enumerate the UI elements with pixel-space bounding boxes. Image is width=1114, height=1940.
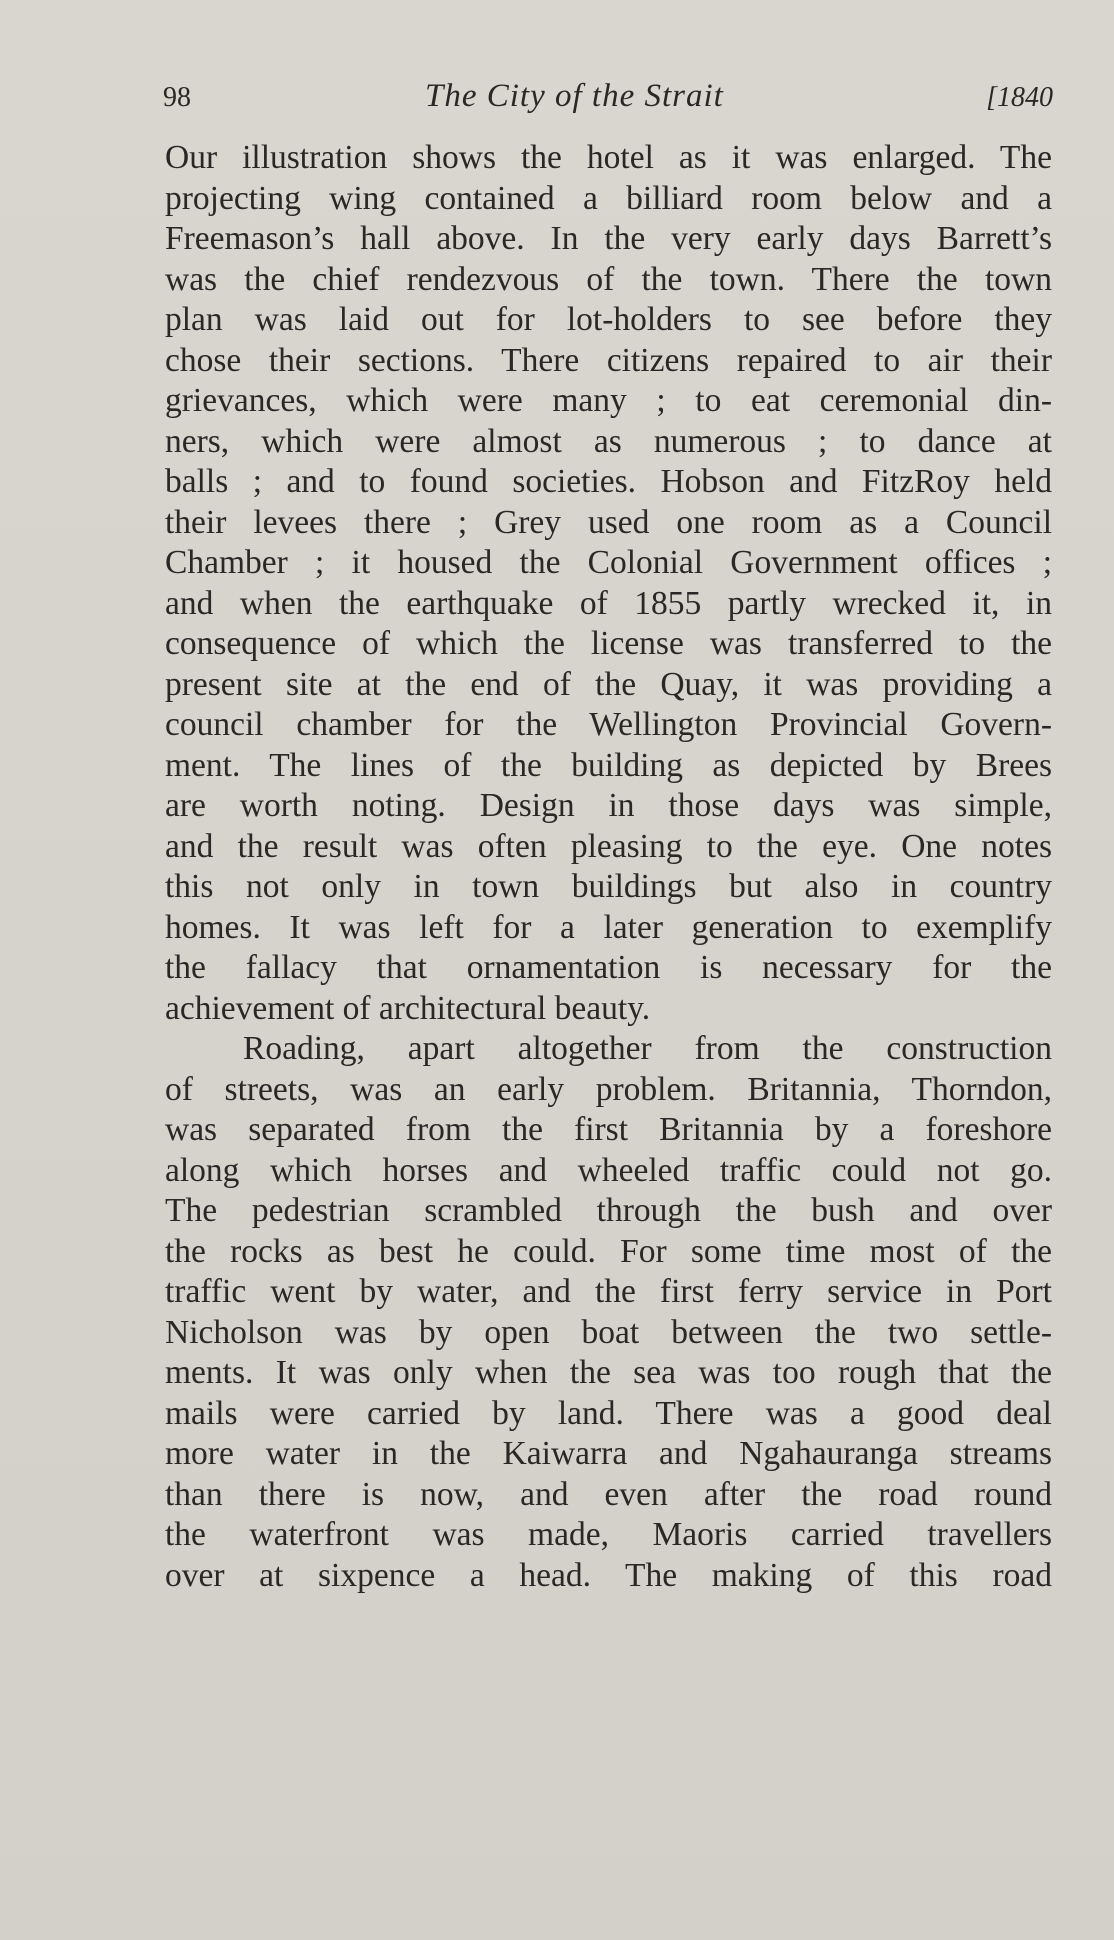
text-line: achievement of architectural beauty. (165, 989, 651, 1027)
text-line: over at sixpence a head. The making of this road (165, 1556, 1052, 1594)
text-line: Nicholson was by open boat between the two settle- (165, 1313, 1052, 1351)
text-line: Chamber ; it housed the Colonial Government offices ; (165, 544, 1052, 581)
text-line: balls ; and to found societies. Hobson and FitzRoy held (165, 463, 1052, 500)
book-title: The City of the Strait (425, 78, 724, 114)
text-line: was separated from the first Britannia by a foreshore (165, 1111, 1052, 1148)
text-line: ners, which were almost as numerous ; to dance at (165, 422, 1052, 460)
text-line: their levees there ; Grey used one room as a Council (165, 503, 1052, 541)
running-head (163, 78, 1053, 118)
text-line: plan was laid out for lot-holders to see before they (165, 301, 1052, 338)
text-line: Our illustration shows the hotel as it was enlarged. The (165, 139, 1052, 176)
text-line: mails were carried by land. There was a good deal (165, 1394, 1052, 1432)
text-line: the fallacy that ornamentation is necessary for the (165, 949, 1052, 986)
text-line: was the chief rendezvous of the town. There the town (165, 260, 1052, 298)
paragraph-hotel (165, 138, 1052, 1029)
text-line: council chamber for the Wellington Provincial Govern- (165, 706, 1052, 743)
text-line: of streets, was an early problem. Britannia, Thorndon, (165, 1070, 1052, 1108)
text-line: this not only in town buildings but also in country (165, 868, 1052, 905)
text-line: and when the earthquake of 1855 partly wrecked it, in (165, 584, 1052, 622)
text-line: chose their sections. There citizens repaired to air their (165, 341, 1052, 379)
text-line: are worth noting. Design in those days was simple, (165, 787, 1052, 824)
text-line: Roading, apart altogether from the construction (243, 1030, 1052, 1067)
text-line: the waterfront was made, Maoris carried travellers (165, 1516, 1052, 1553)
page-number: 98 (163, 82, 191, 113)
header-year: [1840 (986, 82, 1053, 113)
text-line: grievances, which were many ; to eat ceremonial din- (165, 382, 1052, 419)
text-line: homes. It was left for a later generation to exemplify (165, 908, 1052, 946)
text-line: present site at the end of the Quay, it was providing a (165, 665, 1052, 703)
text-line: along which horses and wheeled traffic could not go. (165, 1151, 1052, 1189)
text-line: The pedestrian scrambled through the bush and over (165, 1192, 1052, 1229)
text-line: more water in the Kaiwarra and Ngahauranga streams (165, 1435, 1052, 1472)
text-line: Freemason’s hall above. In the very early days Barrett’s (165, 220, 1052, 257)
text-line: consequence of which the license was transferred to the (165, 625, 1052, 662)
text-line: traffic went by water, and the first ferry service in Port (165, 1273, 1052, 1310)
text-line: and the result was often pleasing to the eye. One notes (165, 827, 1052, 865)
text-line: ments. It was only when the sea was too rough that the (165, 1354, 1052, 1391)
body-text (165, 138, 1052, 1596)
text-line: the rocks as best he could. For some time most of the (165, 1232, 1052, 1270)
text-line: ment. The lines of the building as depicted by Brees (165, 746, 1052, 784)
paragraph-roading (165, 1029, 1052, 1596)
text-line: than there is now, and even after the road round (165, 1475, 1052, 1513)
text-line: projecting wing contained a billiard room below and a (165, 179, 1052, 217)
